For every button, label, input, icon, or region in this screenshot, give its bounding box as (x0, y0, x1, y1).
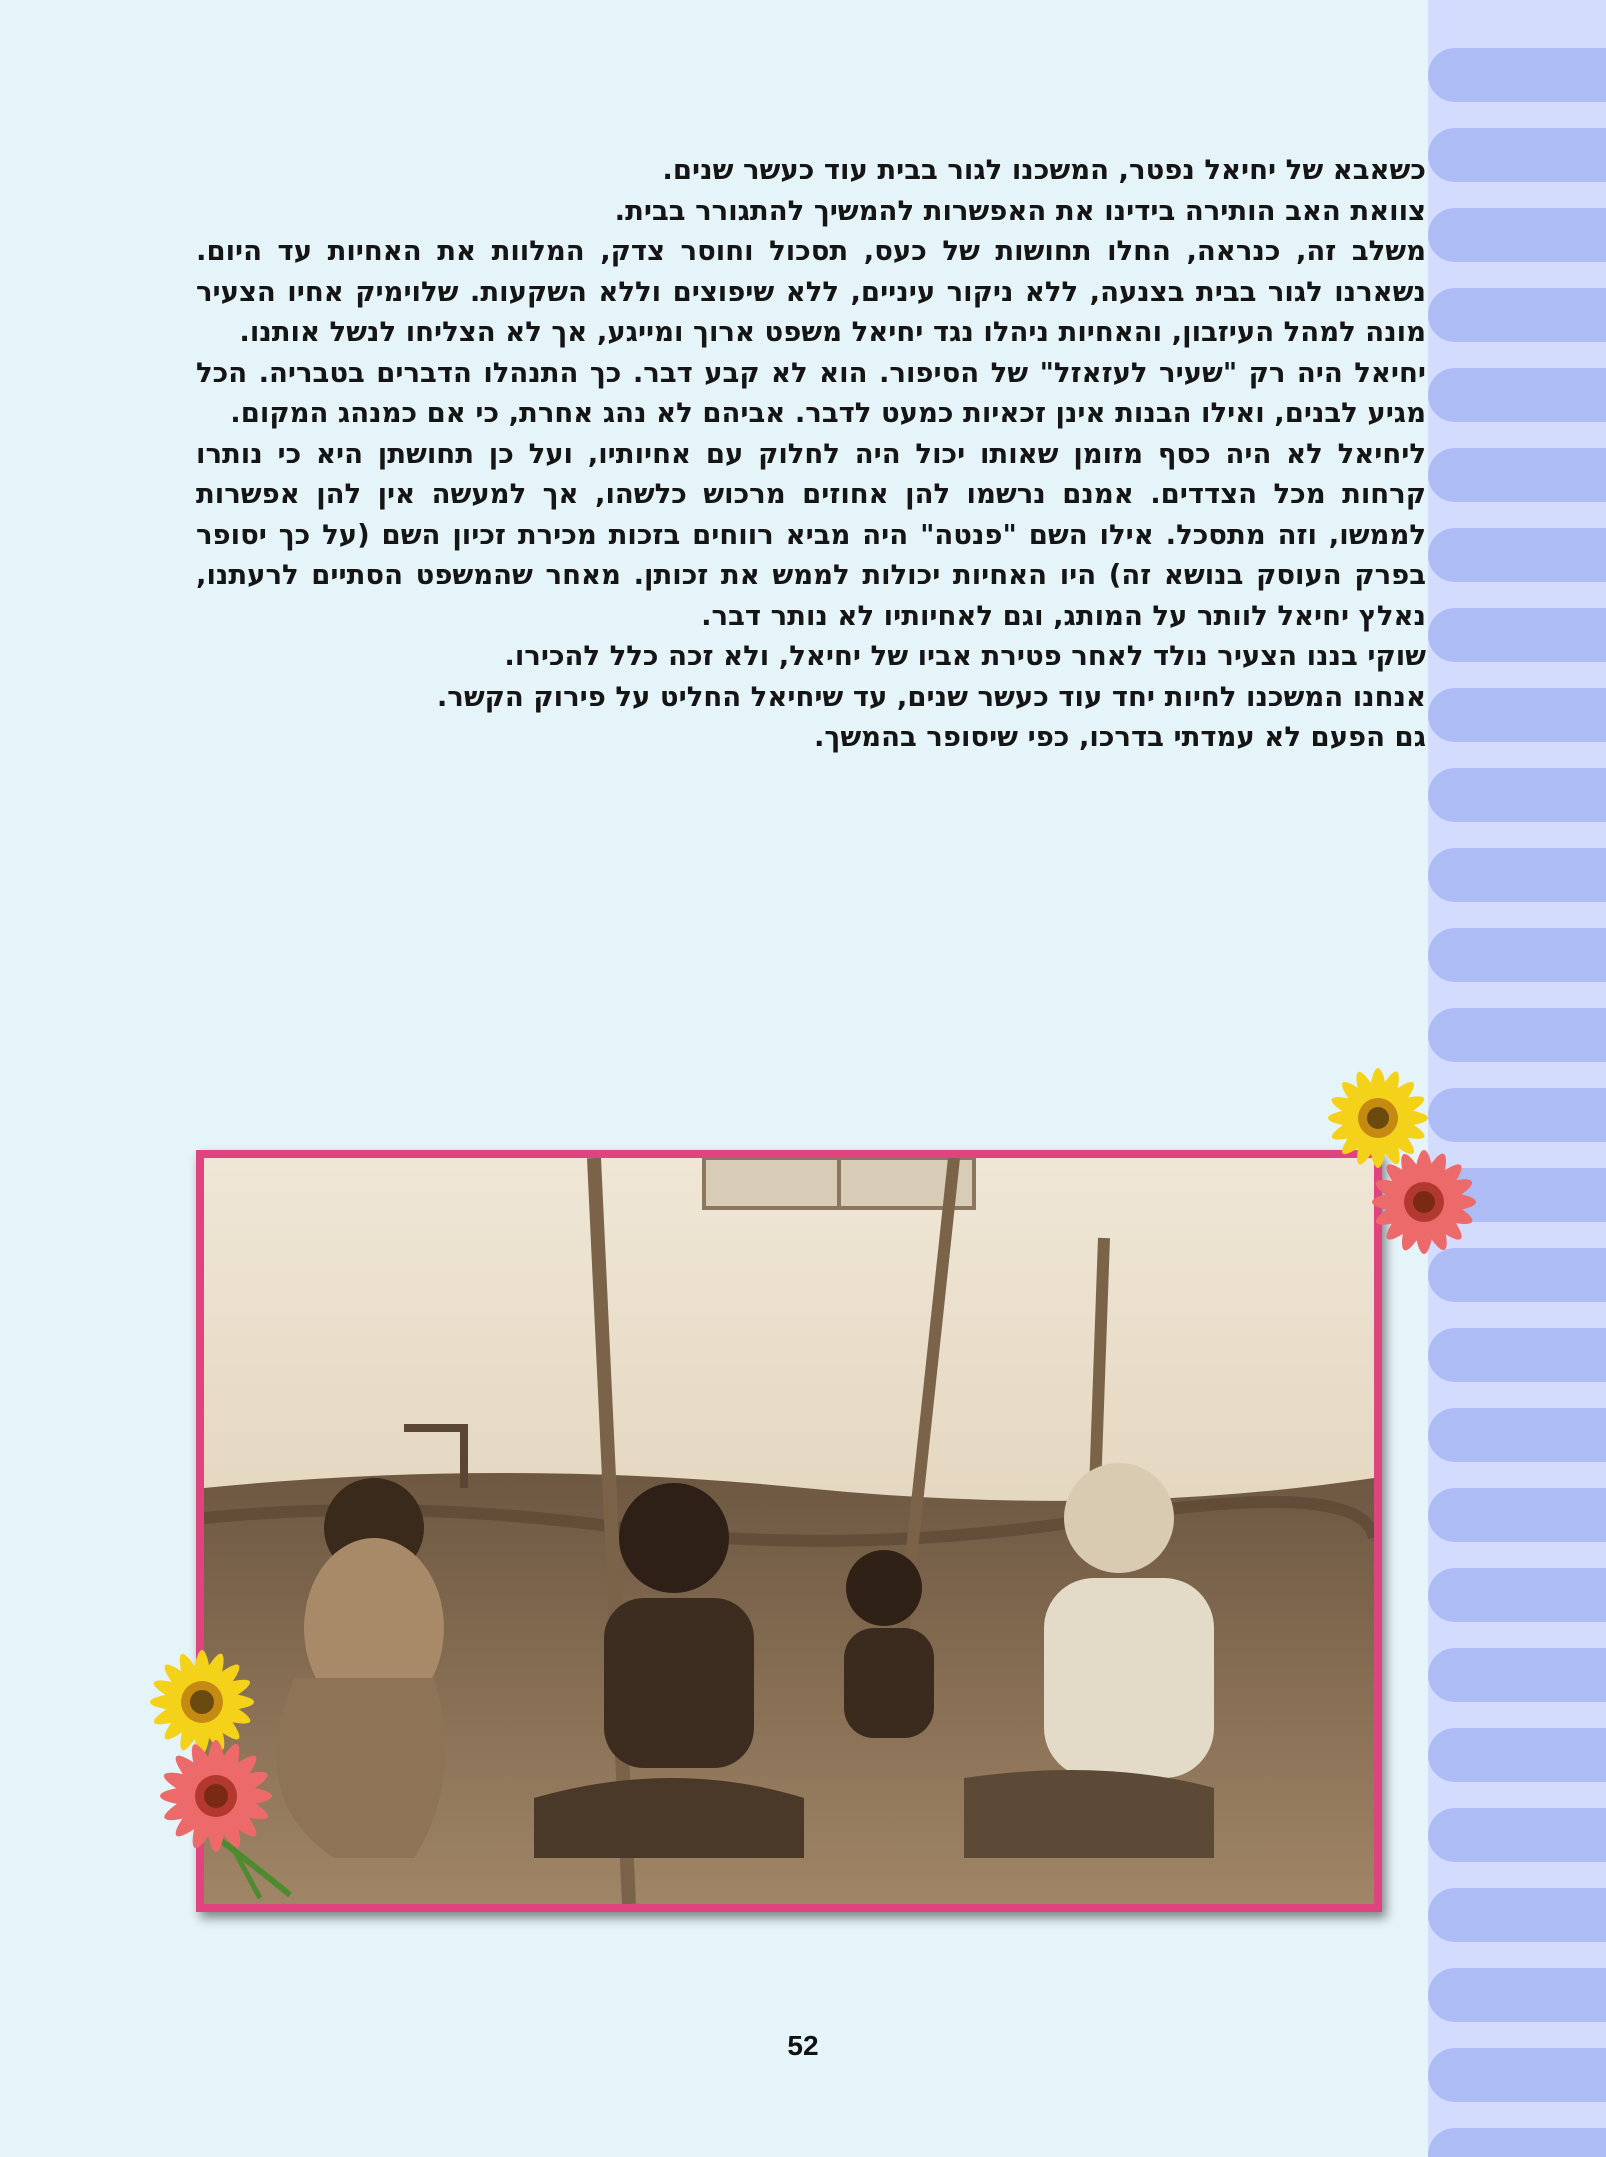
paragraph: יחיאל היה רק "שעיר לעזאזל" של הסיפור. הוא לא קבע דבר. כך התנהלו הדברים בטבריה. הכל מגיע לבנים, ואילו הבנות אינן זכאיות כמעט לדבר. אביהם לא נהג אחרת, כי אם כמנהג המקום. (196, 356, 1426, 429)
pink-gerbera-icon (1362, 1140, 1486, 1264)
stripe-pill (1428, 1728, 1606, 1782)
paragraph: משלב זה, כנראה, החלו תחושות של כעס, תסכול וחוסר צדק, המלוות את האחיות עד היום. נשארנו לגור בבית בצנעה, ללא ניקור עיניים, ללא שיפוצים וללא השקעות. שלוימיק אחיו הצעיר מונה למהל העיזבון, והאחיות ניהלו נגד יחיאל משפט ארוך ומייגע, אך לא הצליחו לנשל אותנו. (196, 235, 1426, 348)
body-text (196, 150, 1426, 758)
page-number: 52 (787, 2030, 819, 2061)
photo-illustration (204, 1158, 1374, 1904)
stripe-pill (1428, 1408, 1606, 1462)
stripe-pill (1428, 448, 1606, 502)
stripe-pill (1428, 1328, 1606, 1382)
stripe-pill (1428, 1808, 1606, 1862)
stripe-pill (1428, 1968, 1606, 2022)
pink-gerbera-icon (150, 1730, 300, 1900)
stripe-pill (1428, 768, 1606, 822)
stripe-pill (1428, 928, 1606, 982)
decorative-stripe (1428, 0, 1606, 2157)
paragraph: גם הפעם לא עמדתי בדרכו, כפי שיסופר בהמשך. (813, 721, 1426, 753)
paragraph: שוקי בננו הצעיר נולד לאחר פטירת אביו של יחיאל, ולא זכה כלל להכירו. (504, 640, 1426, 672)
paragraph: אנחנו המשכנו לחיות יחד עוד כעשר שנים, עד שיחיאל החליט על פירוק הקשר. (436, 680, 1426, 713)
stripe-pill (1428, 1888, 1606, 1942)
paragraph: צוואת האב הותירה בידינו את האפשרות להמשיך להתגורר בבית. (614, 194, 1426, 227)
stripe-pill (1428, 1648, 1606, 1702)
stripe-pill (1428, 1008, 1606, 1062)
stripe-pill (1428, 608, 1606, 662)
stripe-pill (1428, 368, 1606, 422)
stripe-pill (1428, 128, 1606, 182)
family-photo (196, 1150, 1382, 1912)
paragraph: כשאבא של יחיאל נפטר, המשכנו לגור בבית עוד כעשר שנים. (662, 154, 1426, 186)
stripe-pill (1428, 1568, 1606, 1622)
stripe-pill (1428, 688, 1606, 742)
stripe-pill (1428, 208, 1606, 262)
stripe-pill (1428, 1088, 1606, 1142)
stripe-pill (1428, 48, 1606, 102)
stripe-pill (1428, 528, 1606, 582)
stripe-pill (1428, 1488, 1606, 1542)
stripe-pill (1428, 288, 1606, 342)
paragraph: ליחיאל לא היה כסף מזומן שאותו יכול היה לחלוק עם אחיותיו, ועל כן תחושתן היא כי נותרו קרחות מכל הצדדים. אמנם נרשמו להן אחוזים מרכוש כלשהו, אך למעשה אין להן אפשרות לממשו, וזה מתסכל. אילו השם "פנטה" היה מביא רווחים בזכות מכירת זכיון השם (על כך יסופר בפרק העוסק בנושא זה) היו האחיות יכולות לממש את זכותן. מאחר שהמשפט הסתיים לרעתנו, נאלץ יחיאל לוותר על המותג, וגם לאחיותיו לא נותר דבר. (196, 437, 1426, 632)
stripe-pill (1428, 2128, 1606, 2157)
stripe-pill (1428, 848, 1606, 902)
